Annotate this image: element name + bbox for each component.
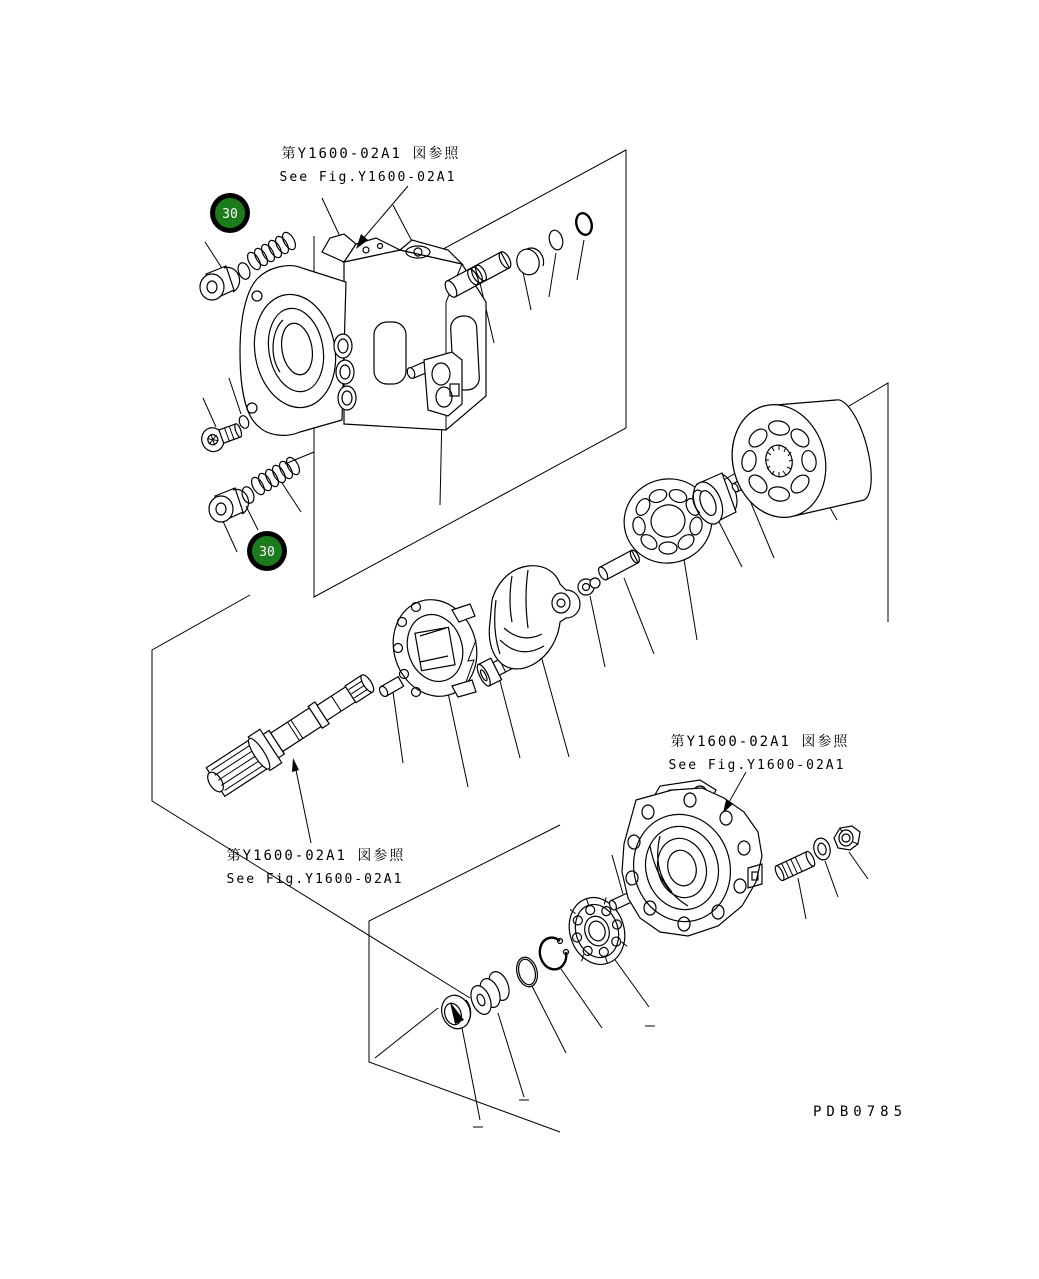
arrowhead <box>292 758 299 772</box>
drive-shaft <box>200 664 382 802</box>
reference-label-rear-en: See Fig.Y1600-02A1 <box>668 758 846 773</box>
reference-label-shaft-en: See Fig.Y1600-02A1 <box>226 872 404 887</box>
spacer <box>467 969 513 1018</box>
callout-30-bottom-number: 30 <box>259 545 275 560</box>
stud-bolt <box>773 850 816 881</box>
cylinder-block <box>720 394 871 528</box>
dowel-pin-shaft <box>378 677 404 698</box>
rocker-cam <box>489 566 580 669</box>
snap-ring-upper <box>574 211 594 236</box>
callout-30-top-number: 30 <box>222 207 238 222</box>
nut <box>834 826 860 850</box>
stopper-screw <box>578 578 600 595</box>
socket-bolt-front <box>198 418 244 454</box>
drawing-number: PDB0785 <box>813 1104 908 1120</box>
dowel-pin-2 <box>597 549 642 582</box>
valve-spring-lower <box>249 455 302 496</box>
reference-label-front-en: See Fig.Y1600-02A1 <box>279 170 457 185</box>
reference-label-front <box>280 146 461 249</box>
o-ring-small-upper <box>547 229 565 252</box>
valve-plug-upper <box>200 266 240 300</box>
reference-label-shaft-jp: 第Y1600-02A1 図参照 <box>226 848 406 864</box>
reference-label-front-jp: 第Y1600-02A1 図参照 <box>281 146 461 162</box>
snap-ring-rear <box>540 938 569 970</box>
rear-pump-body <box>622 780 762 936</box>
callout-30-top[interactable] <box>210 193 250 233</box>
o-ring-rear <box>513 955 540 989</box>
reference-label-rear-jp: 第Y1600-02A1 図参照 <box>670 734 850 750</box>
callout-30-bottom[interactable] <box>247 531 287 571</box>
washer-rear <box>811 836 832 861</box>
end-cap-upper <box>514 246 544 278</box>
